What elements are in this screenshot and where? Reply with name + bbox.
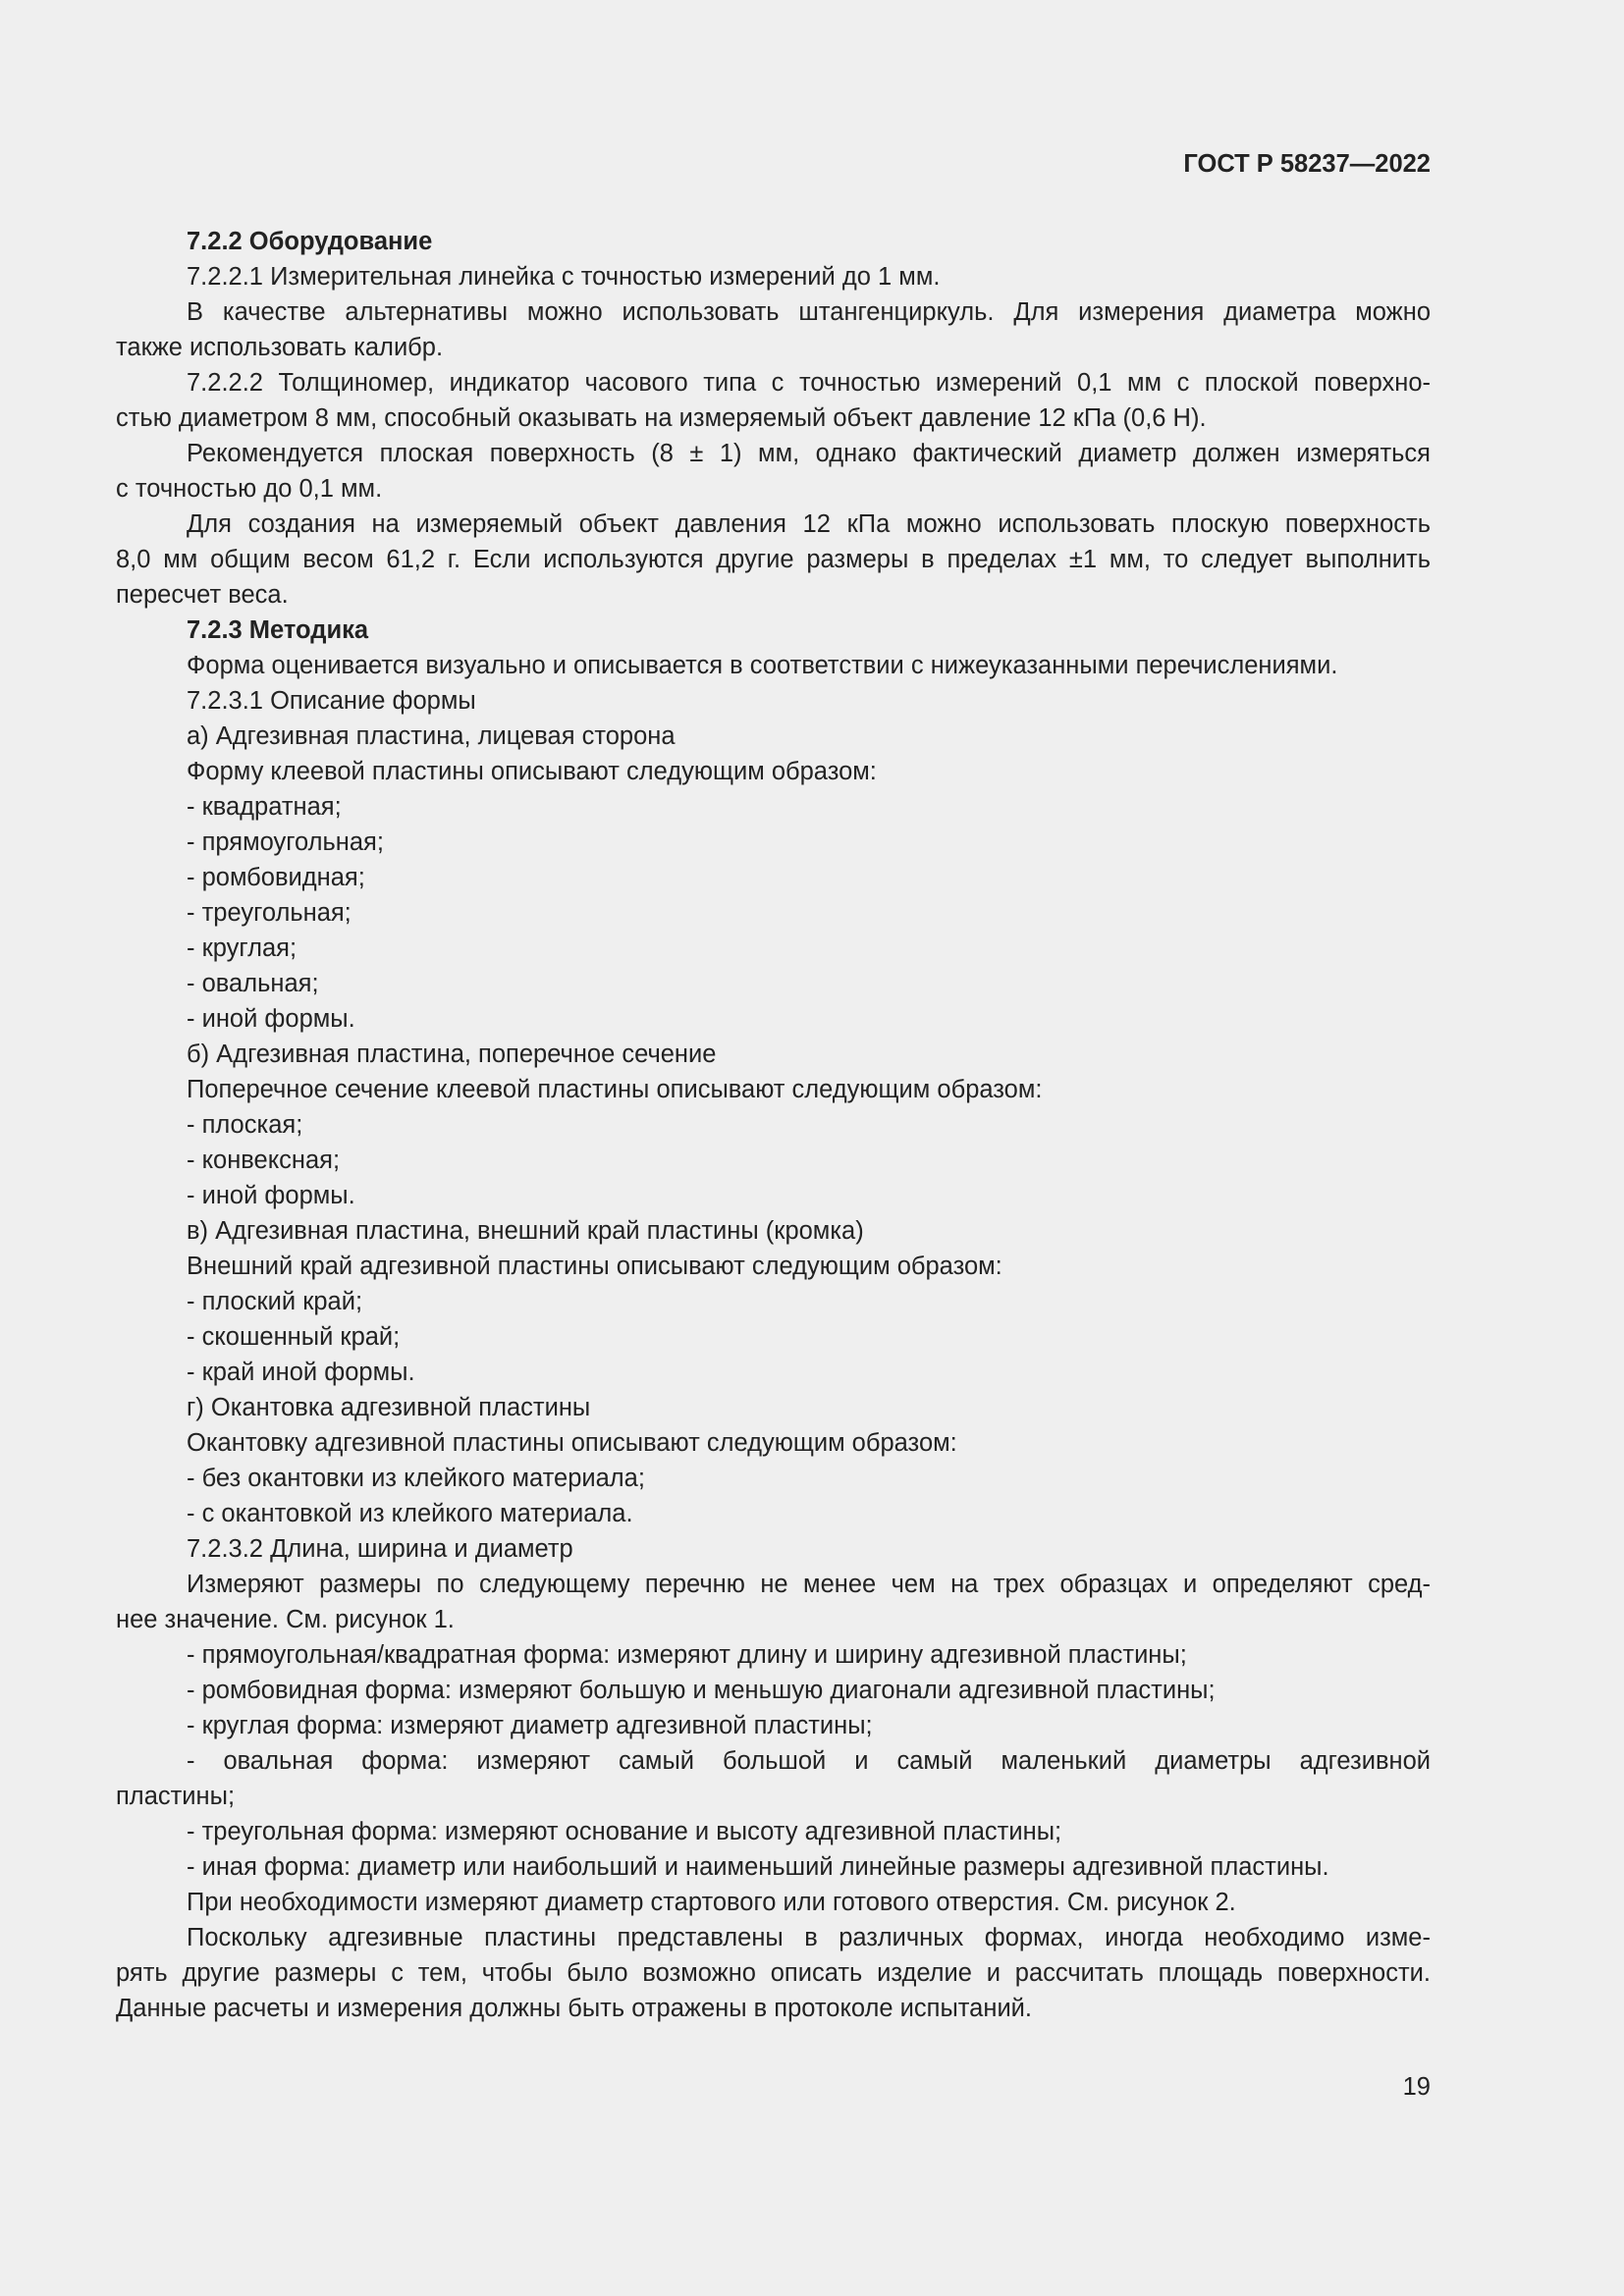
- text-line: При необходимости измеряют диаметр стартового или готового отверстия. См. рисунок 2.: [187, 1889, 1236, 1916]
- text-line: Форму клеевой пластины описывают следующим образом:: [187, 758, 877, 785]
- document-code: ГОСТ Р 58237—2022: [1183, 150, 1431, 178]
- text-line: б) Адгезивная пластина, поперечное сечение: [187, 1041, 717, 1068]
- text-line: - край иной формы.: [187, 1359, 415, 1386]
- text-line: 7.2.3.1 Описание формы: [187, 687, 476, 715]
- text-line: Форма оценивается визуально и описывается в соответствии с нижеуказанными перечислениями.: [187, 652, 1338, 679]
- text-line: - круглая;: [187, 934, 298, 962]
- text-line: - ромбовидная;: [187, 864, 365, 891]
- page-number: 19: [1402, 2073, 1431, 2101]
- text-line: г) Окантовка адгезивной пластины: [187, 1394, 591, 1421]
- text-line: пластины;: [116, 1783, 236, 1810]
- text-line: - без окантовки из клейкого материала;: [187, 1465, 645, 1492]
- text-line: - скошенный край;: [187, 1323, 401, 1351]
- text-line: Измеряют размеры по следующему перечню не менее чем на трех образцах и определяют сред-: [187, 1571, 1431, 1598]
- text-line: также использовать калибр.: [116, 334, 444, 361]
- text-line: - треугольная форма: измеряют основание и высоту адгезивной пластины;: [187, 1818, 1062, 1845]
- section-heading: 7.2.2 Оборудование: [187, 228, 433, 255]
- text-line: В качестве альтернативы можно использовать штангенциркуль. Для измерения диаметра можно: [187, 298, 1431, 326]
- text-line: Внешний край адгезивной пластины описывают следующим образом:: [187, 1253, 1002, 1280]
- text-line: - плоский край;: [187, 1288, 363, 1315]
- text-line: Для создания на измеряемый объект давления 12 кПа можно использовать плоскую поверхность: [187, 510, 1431, 538]
- text-line: с точностью до 0,1 мм.: [116, 475, 383, 503]
- text-line: - треугольная;: [187, 899, 352, 927]
- text-line: - прямоугольная/квадратная форма: измеряют длину и ширину адгезивной пластины;: [187, 1641, 1187, 1669]
- text-line: стью диаметром 8 мм, способный оказывать на измеряемый объект давление 12 кПа (0,6 Н).: [116, 404, 1207, 432]
- text-line: - с окантовкой из клейкого материала.: [187, 1500, 633, 1527]
- text-line: Поскольку адгезивные пластины представлены в различных формах, иногда необходимо изме-: [187, 1924, 1431, 1951]
- text-line: - иной формы.: [187, 1182, 355, 1209]
- section-heading: 7.2.3 Методика: [187, 616, 369, 644]
- text-line: - круглая форма: измеряют диаметр адгезивной пластины;: [187, 1712, 873, 1739]
- document-body: [116, 224, 1431, 2026]
- text-line: Окантовку адгезивной пластины описывают следующим образом:: [187, 1429, 957, 1457]
- text-line: - квадратная;: [187, 793, 342, 821]
- text-line: - конвексная;: [187, 1147, 341, 1174]
- text-line: пересчет веса.: [116, 581, 289, 609]
- text-line: рять другие размеры с тем, чтобы было возможно описать изделие и рассчитать площадь поверхности.: [116, 1959, 1431, 1987]
- text-line: - иная форма: диаметр или наибольший и наименьший линейные размеры адгезивной пластины.: [187, 1853, 1329, 1881]
- text-line: - ромбовидная форма: измеряют большую и меньшую диагонали адгезивной пластины;: [187, 1677, 1216, 1704]
- text-line: в) Адгезивная пластина, внешний край пластины (кромка): [187, 1217, 864, 1245]
- text-line: - плоская;: [187, 1111, 303, 1139]
- text-line: нее значение. См. рисунок 1.: [116, 1606, 455, 1633]
- text-line: 7.2.2.1 Измерительная линейка с точностью измерений до 1 мм.: [187, 263, 941, 291]
- text-line: 8,0 мм общим весом 61,2 г. Если используются другие размеры в пределах ±1 мм, то следует выполнить: [116, 546, 1431, 573]
- text-line: 7.2.3.2 Длина, ширина и диаметр: [187, 1535, 573, 1563]
- text-line: Данные расчеты и измерения должны быть отражены в протоколе испытаний.: [116, 1995, 1033, 2022]
- text-line: Рекомендуется плоская поверхность (8 ± 1) мм, однако фактический диаметр должен измеряться: [187, 440, 1431, 467]
- text-line: 7.2.2.2 Толщиномер, индикатор часового типа с точностью измерений 0,1 мм с плоской поверхно-: [187, 369, 1431, 397]
- text-line: - прямоугольная;: [187, 828, 384, 856]
- text-line: а) Адгезивная пластина, лицевая сторона: [187, 722, 676, 750]
- text-line: - иной формы.: [187, 1005, 355, 1033]
- text-line: - овальная форма: измеряют самый большой и самый маленький диаметры адгезивной: [187, 1747, 1431, 1775]
- text-line: - овальная;: [187, 970, 319, 997]
- text-line: Поперечное сечение клеевой пластины описывают следующим образом:: [187, 1076, 1043, 1103]
